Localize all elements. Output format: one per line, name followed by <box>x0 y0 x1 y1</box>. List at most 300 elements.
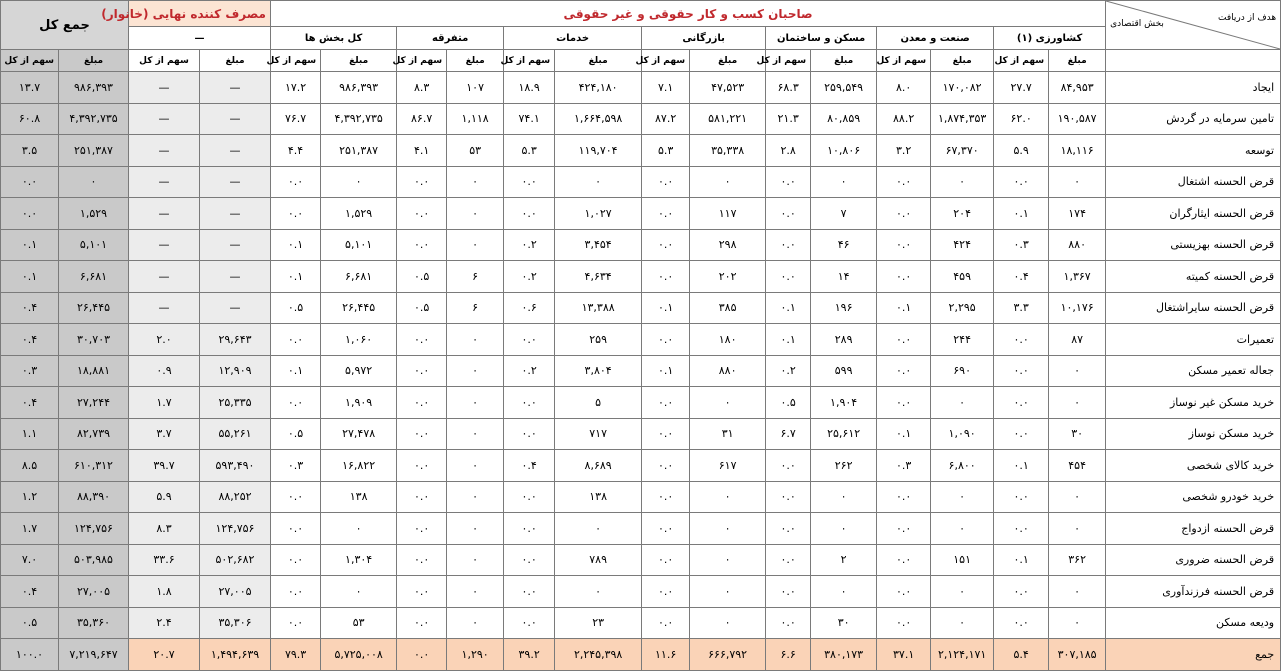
amount-cell: ۱۳۸ <box>555 481 642 513</box>
share-cell: ۷۴.۱ <box>504 103 555 135</box>
share-cell: ۷۹.۳ <box>271 639 321 671</box>
amount-cell: ۸۷ <box>1049 324 1106 356</box>
share-cell: ۰.۰ <box>504 387 555 419</box>
share-cell: ۰.۰ <box>397 576 447 608</box>
share-cell: ۰.۰ <box>271 481 321 513</box>
amount-cell: ۰ <box>931 387 994 419</box>
share-cell: — <box>129 292 200 324</box>
amount-cell: ۰ <box>1049 576 1106 608</box>
amount-cell: ۲۴۴ <box>931 324 994 356</box>
share-cell: ۰.۵ <box>766 387 811 419</box>
amount-cell: ۵۳ <box>447 135 504 167</box>
amount-cell: ۱,۴۹۴,۶۳۹ <box>200 639 271 671</box>
amount-cell: ۳۵,۳۶۰ <box>59 607 129 639</box>
share-cell: ۰.۶ <box>504 292 555 324</box>
share-cell: ۰.۰ <box>271 387 321 419</box>
share-cell: ۰.۰ <box>271 544 321 576</box>
corner-bottom-label: بخش اقتصادی <box>1110 19 1164 29</box>
share-cell: ۰.۰ <box>877 198 931 230</box>
row-label: خرید مسکن غیر نوساز <box>1106 387 1281 419</box>
share-cell: ۰.۰ <box>642 481 690 513</box>
sector-services-header: خدمات <box>504 27 642 50</box>
amount-cell: ۹۸۶,۳۹۳ <box>59 72 129 104</box>
share-cell: ۰.۰ <box>642 261 690 293</box>
share-cell: ۰.۰ <box>642 229 690 261</box>
share-cell: ۰.۱ <box>642 355 690 387</box>
share-cell: ۰.۰ <box>397 198 447 230</box>
table-row <box>1 198 1281 230</box>
share-cell: ۰.۰ <box>642 513 690 545</box>
share-cell: ۰.۰ <box>397 481 447 513</box>
share-cell: ۵.۹ <box>994 135 1049 167</box>
table-row <box>1 166 1281 198</box>
share-cell: ۰.۱ <box>642 292 690 324</box>
table-row <box>1 72 1281 104</box>
row-label: جمع <box>1106 639 1281 671</box>
share-cell: ۸.۵ <box>1 450 59 482</box>
amount-cell: ۱,۰۶۰ <box>321 324 397 356</box>
share-cell: ۰.۱ <box>766 292 811 324</box>
amount-cell: ۲۵,۶۱۲ <box>811 418 877 450</box>
amount-cell: ۱۷۴ <box>1049 198 1106 230</box>
sector-industry-header: صنعت و معدن <box>877 27 994 50</box>
share-cell: ۳.۷ <box>129 418 200 450</box>
total-row <box>1 639 1281 671</box>
amount-cell: ۸۸,۲۵۲ <box>200 481 271 513</box>
share-cell: ۰.۰ <box>766 229 811 261</box>
share-cell: ۰.۱ <box>994 450 1049 482</box>
share-cell: ۷.۱ <box>642 72 690 104</box>
amount-cell: ۱,۳۶۷ <box>1049 261 1106 293</box>
share-cell: ۰.۰ <box>994 607 1049 639</box>
share-cell: ۳.۲ <box>877 135 931 167</box>
share-cell: ۰.۰ <box>642 418 690 450</box>
amount-cell: ۸۴,۹۵۳ <box>1049 72 1106 104</box>
row-label: قرض الحسنه کمیته <box>1106 261 1281 293</box>
amount-cell: ۱۷۰,۰۸۲ <box>931 72 994 104</box>
share-cell: ۰.۰ <box>766 513 811 545</box>
amount-cell: ۰ <box>447 576 504 608</box>
amount-cell: ۱,۲۹۰ <box>447 639 504 671</box>
amount-cell: ۹۸۶,۳۹۳ <box>321 72 397 104</box>
share-cell: ۰.۹ <box>129 355 200 387</box>
amount-cell: ۰ <box>447 481 504 513</box>
share-cell: ۰.۰ <box>271 324 321 356</box>
share-cell: ۰.۱ <box>1 229 59 261</box>
amount-cell: ۱,۸۷۴,۳۵۳ <box>931 103 994 135</box>
amount-cell: ۰ <box>447 607 504 639</box>
amount-cell: — <box>200 261 271 293</box>
amount-cell: ۳۶۲ <box>1049 544 1106 576</box>
share-cell: ۰.۰ <box>397 229 447 261</box>
share-cell: ۰.۰ <box>766 544 811 576</box>
share-cell: ۰.۰ <box>397 324 447 356</box>
share-cell: ۰.۰ <box>504 544 555 576</box>
share-cell: ۰.۰ <box>504 166 555 198</box>
share-cell: ۰.۰ <box>766 607 811 639</box>
share-cell: ۰.۳ <box>1 355 59 387</box>
business-group-header: صاحبان کسب و کار حقوقی و غیر حقوقی <box>271 1 1106 27</box>
share-cell: ۰.۰ <box>1 166 59 198</box>
sector-housing-header: مسکن و ساختمان <box>766 27 877 50</box>
share-cell: — <box>129 261 200 293</box>
amount-column-header: مبلغ <box>447 50 504 72</box>
table-row <box>1 418 1281 450</box>
amount-cell: ۴,۶۳۴ <box>555 261 642 293</box>
amount-cell: ۰ <box>1049 513 1106 545</box>
share-cell: ۰.۰ <box>766 481 811 513</box>
amount-cell: ۰ <box>321 513 397 545</box>
amount-cell: ۵ <box>555 387 642 419</box>
share-cell: ۲۷.۷ <box>994 72 1049 104</box>
share-cell: ۰.۴ <box>1 292 59 324</box>
amount-cell: ۳,۴۵۴ <box>555 229 642 261</box>
share-cell: ۰.۰ <box>642 544 690 576</box>
amount-cell: ۶۶۶,۷۹۲ <box>690 639 766 671</box>
row-label: قرض الحسنه بهزیستی <box>1106 229 1281 261</box>
table-row <box>1 450 1281 482</box>
amount-column-header: مبلغ <box>555 50 642 72</box>
amount-cell: ۴۵۴ <box>1049 450 1106 482</box>
corner-top-label: هدف از دریافت <box>1218 13 1277 23</box>
amount-column-header: مبلغ <box>931 50 994 72</box>
amount-cell: ۰ <box>1049 607 1106 639</box>
amount-column-header: مبلغ <box>59 50 129 72</box>
share-cell: ۰.۰ <box>766 166 811 198</box>
amount-cell: ۲۸۹ <box>811 324 877 356</box>
share-cell: ۰.۱ <box>271 229 321 261</box>
amount-cell: ۰ <box>447 324 504 356</box>
share-cell: ۰.۴ <box>994 261 1049 293</box>
share-cell: ۳.۵ <box>1 135 59 167</box>
share-cell: ۰.۰ <box>397 418 447 450</box>
amount-column-header: مبلغ <box>811 50 877 72</box>
amount-cell: ۶ <box>447 261 504 293</box>
share-cell: ۰.۰ <box>271 513 321 545</box>
share-cell: ۰.۱ <box>1 261 59 293</box>
amount-cell: ۲,۱۲۴,۱۷۱ <box>931 639 994 671</box>
grand-total-header: جمع کل <box>1 1 129 50</box>
share-cell: ۰.۲ <box>766 355 811 387</box>
share-column-header: سهم از کل <box>877 50 931 72</box>
amount-cell: ۵۹۳,۴۹۰ <box>200 450 271 482</box>
amount-cell: ۰ <box>321 166 397 198</box>
share-cell: ۶.۷ <box>766 418 811 450</box>
consumer-group-header: مصرف کننده نهایی (خانوار) <box>129 1 271 27</box>
amount-cell: ۱۸۰ <box>690 324 766 356</box>
row-label: ودیعه مسکن <box>1106 607 1281 639</box>
amount-cell: ۰ <box>811 513 877 545</box>
share-cell: ۰.۰ <box>994 576 1049 608</box>
amount-cell: ۰ <box>555 166 642 198</box>
amount-cell: ۱۱۹,۷۰۴ <box>555 135 642 167</box>
corner-header <box>1106 1 1281 50</box>
amount-cell: ۱۱۷ <box>690 198 766 230</box>
share-cell: ۶۸.۳ <box>766 72 811 104</box>
share-cell: ۰.۵ <box>397 292 447 324</box>
amount-cell: ۲۹۸ <box>690 229 766 261</box>
share-cell: ۲۱.۳ <box>766 103 811 135</box>
amount-cell: ۱,۳۰۴ <box>321 544 397 576</box>
amount-cell: — <box>200 198 271 230</box>
row-label: تعمیرات <box>1106 324 1281 356</box>
amount-cell: ۳,۸۰۴ <box>555 355 642 387</box>
share-cell: ۵.۳ <box>642 135 690 167</box>
share-cell: ۱.۲ <box>1 481 59 513</box>
share-cell: ۰.۰ <box>504 418 555 450</box>
amount-cell: ۵۰۲,۶۸۲ <box>200 544 271 576</box>
amount-cell: ۳۱ <box>690 418 766 450</box>
amount-cell: ۳۸۰,۱۷۳ <box>811 639 877 671</box>
amount-cell: ۱,۹۰۹ <box>321 387 397 419</box>
row-label: خرید مسکن نوساز <box>1106 418 1281 450</box>
amount-cell: ۳۰,۷۰۳ <box>59 324 129 356</box>
amount-cell: ۰ <box>447 418 504 450</box>
amount-cell: ۳۸۵ <box>690 292 766 324</box>
amount-cell: ۲۷,۰۰۵ <box>59 576 129 608</box>
amount-cell: ۰ <box>811 481 877 513</box>
consumer-sub-header: — <box>129 27 271 50</box>
table-row <box>1 607 1281 639</box>
share-cell: — <box>129 103 200 135</box>
share-cell: ۰.۰ <box>642 387 690 419</box>
table-row <box>1 103 1281 135</box>
amount-cell: ۲۵۱,۳۸۷ <box>59 135 129 167</box>
share-cell: ۰.۰ <box>877 229 931 261</box>
share-column-header: سهم از کل <box>397 50 447 72</box>
amount-cell: ۷۱۷ <box>555 418 642 450</box>
amount-cell: ۱۴ <box>811 261 877 293</box>
amount-cell: ۵۹۹ <box>811 355 877 387</box>
table-row <box>1 481 1281 513</box>
share-cell: ۰.۰ <box>877 607 931 639</box>
share-cell: ۱.۷ <box>129 387 200 419</box>
share-cell: ۰.۲ <box>504 261 555 293</box>
amount-cell: ۰ <box>690 513 766 545</box>
amount-cell: ۲,۲۴۵,۳۹۸ <box>555 639 642 671</box>
share-cell: ۰.۰ <box>397 639 447 671</box>
table-row <box>1 292 1281 324</box>
share-cell: ۰.۱ <box>994 544 1049 576</box>
amount-cell: ۰ <box>447 450 504 482</box>
amount-cell: ۰ <box>931 576 994 608</box>
amount-cell: ۵۳ <box>321 607 397 639</box>
share-cell: ۸.۳ <box>129 513 200 545</box>
amount-cell: ۴,۳۹۲,۷۳۵ <box>59 103 129 135</box>
amount-cell: ۶,۸۰۰ <box>931 450 994 482</box>
share-cell: ۸۶.۷ <box>397 103 447 135</box>
share-cell: ۰.۰ <box>994 513 1049 545</box>
amount-cell: ۲۵۹,۵۴۹ <box>811 72 877 104</box>
share-cell: ۳۹.۲ <box>504 639 555 671</box>
share-cell: ۴.۱ <box>397 135 447 167</box>
share-cell: ۰.۰ <box>1 198 59 230</box>
amount-cell: ۸۸۰ <box>1049 229 1106 261</box>
amount-cell: ۶,۶۸۱ <box>321 261 397 293</box>
share-cell: ۳۳.۶ <box>129 544 200 576</box>
amount-cell: ۱۸,۱۱۶ <box>1049 135 1106 167</box>
share-cell: — <box>129 135 200 167</box>
share-cell: ۰.۰ <box>877 544 931 576</box>
share-cell: ۱.۸ <box>129 576 200 608</box>
share-cell: ۱.۷ <box>1 513 59 545</box>
amount-cell: ۰ <box>690 387 766 419</box>
amount-cell: ۲۵۹ <box>555 324 642 356</box>
amount-cell: ۷۸۹ <box>555 544 642 576</box>
share-cell: ۰.۰ <box>397 607 447 639</box>
share-cell: ۰.۰ <box>397 513 447 545</box>
share-cell: ۰.۰ <box>877 576 931 608</box>
share-cell: ۸.۰ <box>877 72 931 104</box>
share-cell: ۰.۰ <box>994 166 1049 198</box>
row-label: قرض الحسنه سایراشتغال <box>1106 292 1281 324</box>
amount-cell: ۰ <box>811 166 877 198</box>
amount-cell: ۲۵,۳۳۵ <box>200 387 271 419</box>
amount-cell: ۵,۱۰۱ <box>59 229 129 261</box>
amount-cell: ۲۰۴ <box>931 198 994 230</box>
amount-cell: — <box>200 103 271 135</box>
amount-cell: ۸۸,۳۹۰ <box>59 481 129 513</box>
share-cell: ۵.۹ <box>129 481 200 513</box>
share-cell: ۰.۰ <box>642 166 690 198</box>
share-cell: ۰.۰ <box>397 355 447 387</box>
amount-column-header: مبلغ <box>321 50 397 72</box>
row-label: قرض الحسنه ایثارگران <box>1106 198 1281 230</box>
share-cell: ۰.۱ <box>877 418 931 450</box>
share-cell: ۰.۱ <box>271 355 321 387</box>
amount-cell: ۶,۶۸۱ <box>59 261 129 293</box>
amount-cell: ۱۶,۸۲۲ <box>321 450 397 482</box>
sector-all-header: کل بخش ها <box>271 27 397 50</box>
share-cell: ۰.۰ <box>877 261 931 293</box>
row-label: قرض الحسنه ازدواج <box>1106 513 1281 545</box>
amount-cell: ۵,۹۷۲ <box>321 355 397 387</box>
share-cell: ۲.۰ <box>129 324 200 356</box>
amount-cell: ۱,۰۲۷ <box>555 198 642 230</box>
share-column-header: سهم از کل <box>1 50 59 72</box>
amount-cell: ۵۵,۲۶۱ <box>200 418 271 450</box>
amount-cell: ۱,۵۲۹ <box>59 198 129 230</box>
amount-cell: ۱۰۷ <box>447 72 504 104</box>
share-cell: ۰.۰ <box>877 513 931 545</box>
amount-cell: ۱۰,۱۷۶ <box>1049 292 1106 324</box>
amount-cell: ۱,۱۱۸ <box>447 103 504 135</box>
share-cell: ۰.۵ <box>1 607 59 639</box>
table-row <box>1 324 1281 356</box>
share-cell: ۰.۰ <box>877 324 931 356</box>
table-row <box>1 261 1281 293</box>
share-cell: ۰.۱ <box>994 198 1049 230</box>
amount-cell: ۸,۶۸۹ <box>555 450 642 482</box>
share-cell: ۰.۰ <box>766 450 811 482</box>
table-row <box>1 576 1281 608</box>
amount-cell: ۴۲۴ <box>931 229 994 261</box>
amount-cell: — <box>200 135 271 167</box>
amount-cell: ۸۰,۸۵۹ <box>811 103 877 135</box>
share-cell: ۰.۵ <box>397 261 447 293</box>
amount-cell: ۲۶,۴۴۵ <box>59 292 129 324</box>
amount-cell: ۸۲,۷۳۹ <box>59 418 129 450</box>
share-cell: ۱۰۰.۰ <box>1 639 59 671</box>
amount-cell: ۱,۵۲۹ <box>321 198 397 230</box>
row-label: خرید خودرو شخصی <box>1106 481 1281 513</box>
table-row <box>1 544 1281 576</box>
amount-cell: ۴۶ <box>811 229 877 261</box>
share-cell: ۳۷.۱ <box>877 639 931 671</box>
amount-cell: ۰ <box>447 387 504 419</box>
amount-column-header: مبلغ <box>200 50 271 72</box>
share-cell: ۰.۰ <box>877 166 931 198</box>
amount-cell: ۴۵۹ <box>931 261 994 293</box>
share-cell: ۰.۰ <box>766 261 811 293</box>
row-label: قرض الحسنه فرزندآوری <box>1106 576 1281 608</box>
share-cell: ۰.۰ <box>877 387 931 419</box>
amount-cell: ۰ <box>447 513 504 545</box>
share-cell: ۰.۰ <box>504 198 555 230</box>
share-cell: ۵.۳ <box>504 135 555 167</box>
share-cell: ۰.۰ <box>994 355 1049 387</box>
table-row <box>1 355 1281 387</box>
share-cell: ۰.۰ <box>504 607 555 639</box>
share-cell: ۳۹.۷ <box>129 450 200 482</box>
amount-cell: ۳۰۷,۱۸۵ <box>1049 639 1106 671</box>
share-cell: ۰.۳ <box>994 229 1049 261</box>
amount-cell: ۲۰۲ <box>690 261 766 293</box>
amount-cell: ۲ <box>811 544 877 576</box>
share-column-header: سهم از کل <box>271 50 321 72</box>
share-cell: ۰.۵ <box>271 292 321 324</box>
amount-cell: ۱,۹۰۴ <box>811 387 877 419</box>
share-cell: ۱.۱ <box>1 418 59 450</box>
share-cell: ۰.۰ <box>877 481 931 513</box>
share-cell: ۰.۰ <box>994 418 1049 450</box>
share-cell: ۰.۵ <box>271 418 321 450</box>
row-label: ایجاد <box>1106 72 1281 104</box>
share-cell: — <box>129 72 200 104</box>
share-cell: ۰.۲ <box>504 355 555 387</box>
amount-cell: ۱,۰۹۰ <box>931 418 994 450</box>
empty-subheader <box>1106 50 1281 72</box>
share-cell: ۱۱.۶ <box>642 639 690 671</box>
share-column-header: سهم از کل <box>504 50 555 72</box>
share-cell: ۸۸.۲ <box>877 103 931 135</box>
amount-cell: ۰ <box>931 166 994 198</box>
row-label: قرض الحسنه ضروری <box>1106 544 1281 576</box>
table-row <box>1 387 1281 419</box>
share-cell: ۱۳.۷ <box>1 72 59 104</box>
share-cell: ۰.۰ <box>994 481 1049 513</box>
amount-column-header: مبلغ <box>690 50 766 72</box>
share-cell: ۱۸.۹ <box>504 72 555 104</box>
amount-cell: ۰ <box>931 607 994 639</box>
amount-cell: ۴۷,۵۲۳ <box>690 72 766 104</box>
share-cell: ۰.۰ <box>504 576 555 608</box>
amount-cell: ۲۵۱,۳۸۷ <box>321 135 397 167</box>
amount-cell: ۰ <box>447 229 504 261</box>
sector-agriculture-header: کشاورزی (۱) <box>994 27 1106 50</box>
share-cell: ۲.۸ <box>766 135 811 167</box>
amount-cell: ۳۰ <box>1049 418 1106 450</box>
amount-cell: ۰ <box>59 166 129 198</box>
amount-cell: ۰ <box>447 544 504 576</box>
amount-cell: ۱۹۶ <box>811 292 877 324</box>
table-row <box>1 135 1281 167</box>
share-cell: ۰.۳ <box>877 450 931 482</box>
share-cell: — <box>129 166 200 198</box>
share-cell: ۷۶.۷ <box>271 103 321 135</box>
share-cell: ۰.۰ <box>642 198 690 230</box>
share-cell: ۸.۳ <box>397 72 447 104</box>
